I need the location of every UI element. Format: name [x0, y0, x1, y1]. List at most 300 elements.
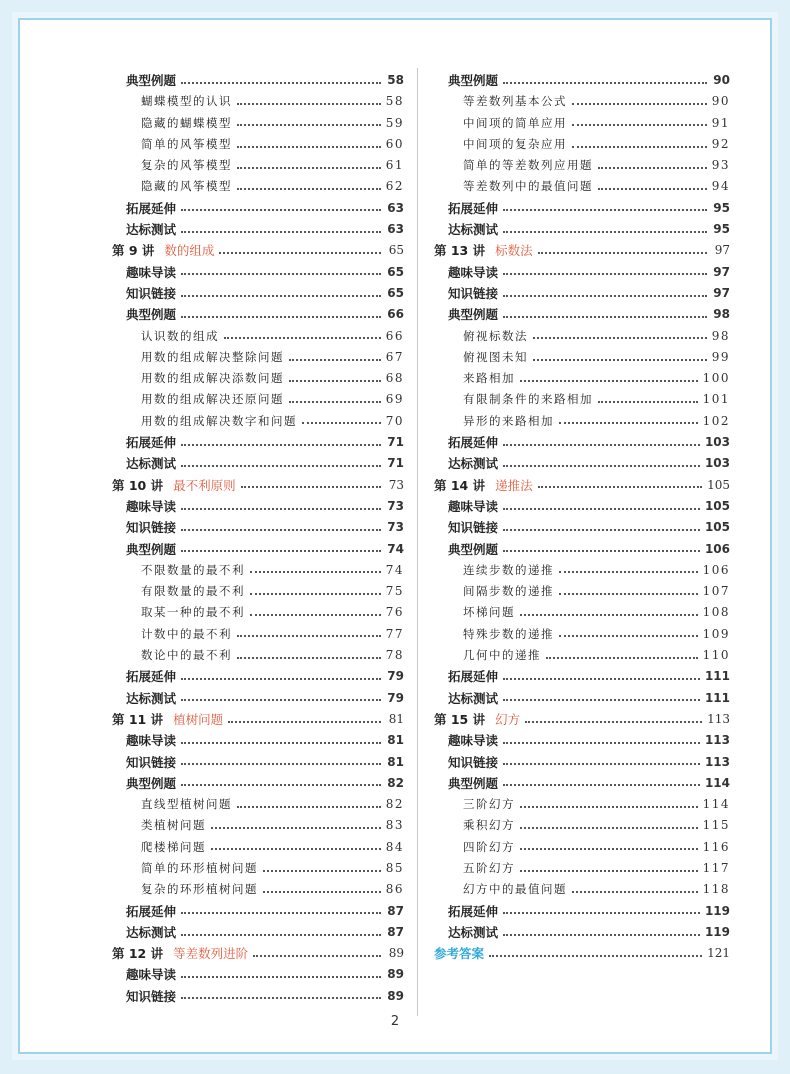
toc-page-number: 81 — [388, 711, 404, 726]
toc-section-entry[interactable] — [434, 752, 730, 773]
toc-entry-title: 达标测试 — [126, 222, 177, 238]
toc-entry-title: 知识链接 — [448, 754, 499, 770]
toc-page-number: 58 — [385, 94, 404, 109]
toc-entry-title: 中间项的复杂应用 — [463, 136, 567, 151]
toc-subsection-entry[interactable] — [112, 91, 404, 112]
toc-section-entry[interactable] — [112, 773, 404, 794]
toc-page-number: 69 — [385, 392, 404, 407]
toc-subsection-entry[interactable] — [112, 560, 404, 581]
toc-entry-title: 简单的等差数列应用题 — [463, 158, 593, 173]
toc-entry-title: 爬楼梯问题 — [141, 839, 206, 854]
dot-leader — [538, 486, 702, 488]
toc-subsection-entry[interactable] — [434, 624, 730, 645]
toc-entry-title: 不限数量的最不利 — [141, 562, 245, 577]
dot-leader — [181, 912, 381, 914]
dot-leader — [503, 231, 707, 233]
toc-section-entry[interactable] — [112, 262, 404, 283]
toc-entry-title: 典型例题 — [126, 541, 177, 557]
toc-entry-title: 典型例题 — [126, 73, 177, 88]
toc-entry-title: 趣味导读 — [126, 264, 177, 280]
toc-answers-entry[interactable] — [434, 943, 730, 964]
dot-leader — [181, 742, 381, 744]
toc-entry-title: 复杂的环形植树问题 — [141, 882, 258, 897]
dot-leader — [503, 209, 707, 211]
toc-page-number: 77 — [385, 626, 404, 641]
chapter-title: 幻方 — [495, 711, 521, 727]
dot-leader — [520, 614, 698, 616]
toc-page-number: 119 — [704, 903, 730, 918]
toc-page-number: 92 — [711, 136, 730, 151]
toc-entry-title: 连续步数的递推 — [463, 562, 554, 577]
toc-entry-title: 等差数列基本公式 — [463, 94, 567, 109]
toc-page-number: 82 — [385, 797, 404, 812]
toc-subsection-entry[interactable] — [434, 858, 730, 879]
toc-page-number: 67 — [385, 349, 404, 364]
toc-entry-title: 三阶幻方 — [463, 797, 515, 812]
dot-leader — [181, 209, 381, 211]
toc-subsection-entry[interactable] — [434, 560, 730, 581]
toc-entry-title: 第 12 讲 — [112, 946, 164, 962]
toc-subsection-entry[interactable] — [434, 368, 730, 389]
toc-section-entry[interactable] — [112, 432, 404, 453]
toc-entry-title: 典型例题 — [448, 307, 499, 323]
toc-page-number: 87 — [387, 903, 404, 918]
toc-section-entry[interactable] — [112, 922, 404, 943]
toc-entry-title: 典型例题 — [448, 775, 499, 791]
toc-page-number: 105 — [707, 477, 730, 492]
dot-leader — [503, 699, 700, 701]
dot-leader — [503, 763, 700, 765]
toc-section-entry[interactable] — [434, 773, 730, 794]
dot-leader — [181, 678, 381, 680]
toc-entry-title: 趣味导读 — [126, 733, 177, 749]
dot-leader — [181, 295, 381, 297]
dot-leader — [525, 721, 702, 723]
toc-entry-title: 知识链接 — [126, 285, 177, 301]
toc-entry-title: 俯视标数法 — [463, 328, 528, 343]
toc-page-number: 84 — [385, 839, 404, 854]
toc-page-number: 97 — [714, 243, 730, 258]
toc-page-number: 74 — [385, 562, 404, 577]
toc-chapter-entry[interactable] — [434, 709, 730, 730]
dot-leader — [181, 273, 381, 275]
toc-entry-title: 异形的来路相加 — [463, 413, 554, 428]
toc-page-number: 62 — [385, 179, 404, 194]
toc-subsection-entry[interactable] — [112, 155, 404, 176]
toc-entry-title: 第 9 讲 — [112, 243, 155, 259]
toc-entry-title: 隐藏的蝴蝶模型 — [141, 115, 232, 130]
chapter-title: 标数法 — [495, 243, 533, 259]
dot-leader — [546, 657, 698, 659]
dot-leader — [237, 806, 381, 808]
toc-section-entry[interactable] — [434, 453, 730, 474]
dot-leader — [237, 188, 381, 190]
toc-section-entry[interactable] — [112, 198, 404, 219]
toc-entry-title: 第 13 讲 — [434, 243, 486, 259]
toc-right-column — [434, 70, 730, 964]
dot-leader — [289, 401, 381, 403]
toc-subsection-entry[interactable] — [434, 134, 730, 155]
toc-subsection-entry[interactable] — [434, 389, 730, 410]
toc-section-entry[interactable] — [112, 964, 404, 985]
chapter-title: 等差数列进阶 — [173, 946, 249, 962]
dot-leader — [503, 273, 707, 275]
toc-section-entry[interactable] — [434, 262, 730, 283]
dot-leader — [181, 763, 381, 765]
toc-page-number: 66 — [387, 307, 404, 322]
dot-leader — [237, 103, 381, 105]
toc-entry-title: 达标测试 — [448, 924, 499, 940]
toc-entry-title: 用数的组成解决添数问题 — [141, 371, 284, 386]
toc-entry-title: 特殊步数的递推 — [463, 626, 554, 641]
toc-section-entry[interactable] — [112, 986, 404, 1007]
toc-subsection-entry[interactable] — [112, 815, 404, 836]
toc-page-number: 114 — [702, 797, 730, 812]
toc-entry-title: 典型例题 — [448, 73, 499, 88]
toc-entry-title: 趣味导读 — [126, 498, 177, 514]
toc-entry-title: 简单的环形植树问题 — [141, 860, 258, 875]
toc-left-column — [112, 70, 404, 1007]
chapter-title: 数的组成 — [164, 243, 215, 259]
toc-page-number: 113 — [704, 733, 730, 748]
dot-leader — [559, 571, 698, 573]
toc-entry-title: 第 10 讲 — [112, 477, 164, 493]
toc-page-number: 81 — [387, 733, 404, 748]
toc-section-entry[interactable] — [112, 539, 404, 560]
toc-section-entry[interactable] — [434, 304, 730, 325]
chapter-title: 最不利原则 — [173, 477, 236, 493]
toc-page-number: 71 — [387, 435, 404, 450]
toc-page-number: 97 — [713, 264, 730, 279]
dot-leader — [503, 550, 700, 552]
toc-entry-title: 五阶幻方 — [463, 860, 515, 875]
toc-entry-title: 取某一种的最不利 — [141, 605, 245, 620]
dot-leader — [503, 316, 707, 318]
dot-leader — [228, 721, 381, 723]
toc-page-number: 90 — [713, 73, 730, 87]
toc-subsection-entry[interactable] — [434, 113, 730, 134]
toc-subsection-entry[interactable] — [112, 837, 404, 858]
toc-page-number: 95 — [713, 222, 730, 237]
toc-subsection-entry[interactable] — [112, 858, 404, 879]
toc-section-entry[interactable] — [112, 219, 404, 240]
toc-entry-title: 知识链接 — [126, 754, 177, 770]
toc-entry-title: 拓展延伸 — [448, 903, 499, 919]
dot-leader — [181, 465, 381, 467]
dot-leader — [211, 848, 381, 850]
dot-leader — [533, 359, 707, 361]
dot-leader — [181, 82, 381, 84]
dot-leader — [181, 550, 381, 552]
dot-leader — [572, 146, 707, 148]
toc-page-number: 61 — [385, 158, 404, 173]
toc-chapter-entry[interactable] — [112, 240, 404, 261]
toc-subsection-entry[interactable] — [434, 155, 730, 176]
toc-entry-title: 复杂的风筝模型 — [141, 158, 232, 173]
toc-entry-title: 有限数量的最不利 — [141, 584, 245, 599]
dot-leader — [302, 422, 381, 424]
toc-subsection-entry[interactable] — [434, 815, 730, 836]
toc-subsection-entry[interactable] — [434, 879, 730, 900]
toc-subsection-entry[interactable] — [434, 411, 730, 432]
toc-page-number: 73 — [388, 477, 404, 492]
chapter-title: 递推法 — [495, 477, 533, 493]
toc-entry-title: 典型例题 — [126, 775, 177, 791]
toc-page — [18, 18, 772, 1054]
toc-entry-title: 用数的组成解决数字和问题 — [141, 413, 297, 428]
toc-section-entry[interactable] — [434, 666, 730, 687]
toc-page-number: 93 — [711, 158, 730, 173]
toc-subsection-entry[interactable] — [112, 326, 404, 347]
dot-leader — [559, 422, 698, 424]
toc-entry-title: 乘积幻方 — [463, 818, 515, 833]
toc-entry-title: 参考答案 — [434, 946, 485, 962]
toc-subsection-entry[interactable] — [434, 347, 730, 368]
toc-entry-title: 达标测试 — [448, 222, 499, 238]
toc-entry-title: 知识链接 — [448, 520, 499, 536]
toc-entry-title: 间隔步数的递推 — [463, 584, 554, 599]
toc-section-entry[interactable] — [434, 922, 730, 943]
dot-leader — [181, 316, 381, 318]
dot-leader — [503, 678, 700, 680]
toc-entry-title: 类植树问题 — [141, 818, 206, 833]
dot-leader — [250, 593, 381, 595]
toc-section-entry[interactable] — [434, 219, 730, 240]
toc-section-entry[interactable] — [112, 666, 404, 687]
toc-subsection-entry[interactable] — [112, 176, 404, 197]
toc-entry-title: 典型例题 — [126, 307, 177, 323]
toc-page-number: 63 — [387, 222, 404, 237]
toc-section-entry[interactable] — [434, 730, 730, 751]
toc-page-number: 114 — [704, 775, 730, 790]
toc-entry-title: 知识链接 — [448, 285, 499, 301]
toc-entry-title: 来路相加 — [463, 371, 515, 386]
toc-section-entry[interactable] — [434, 901, 730, 922]
dot-leader — [503, 508, 700, 510]
dot-leader — [559, 593, 698, 595]
toc-subsection-entry[interactable] — [112, 134, 404, 155]
toc-subsection-entry[interactable] — [434, 602, 730, 623]
dot-leader — [219, 252, 381, 254]
toc-page-number: 106 — [702, 562, 730, 577]
toc-section-entry[interactable] — [112, 752, 404, 773]
toc-page-number: 65 — [387, 264, 404, 279]
dot-leader — [503, 295, 707, 297]
dot-leader — [263, 870, 381, 872]
toc-page-number: 73 — [387, 520, 404, 535]
toc-subsection-entry[interactable] — [112, 347, 404, 368]
toc-page-number: 121 — [707, 946, 730, 961]
column-divider — [417, 68, 418, 1016]
toc-page-number: 107 — [702, 584, 730, 599]
toc-section-entry[interactable] — [112, 453, 404, 474]
chapter-title: 植树问题 — [173, 711, 224, 727]
toc-section-entry[interactable] — [112, 730, 404, 751]
toc-page-number: 87 — [387, 924, 404, 939]
dot-leader — [503, 784, 700, 786]
toc-chapter-entry[interactable] — [112, 943, 404, 964]
dot-leader — [250, 571, 381, 573]
toc-entry-title: 趣味导读 — [448, 498, 499, 514]
toc-subsection-entry[interactable] — [434, 837, 730, 858]
toc-page-number: 68 — [385, 371, 404, 386]
toc-entry-title: 趣味导读 — [448, 733, 499, 749]
toc-entry-title: 拓展延伸 — [126, 903, 177, 919]
toc-subsection-entry[interactable] — [112, 602, 404, 623]
toc-entry-title: 拓展延伸 — [126, 435, 177, 451]
dot-leader — [503, 934, 700, 936]
toc-page-number: 105 — [704, 498, 730, 513]
toc-subsection-entry[interactable] — [112, 368, 404, 389]
dot-leader — [520, 848, 698, 850]
dot-leader — [237, 167, 381, 169]
toc-entry-title: 第 11 讲 — [112, 711, 164, 727]
page-number: 2 — [390, 1014, 400, 1029]
toc-section-entry[interactable] — [112, 688, 404, 709]
dot-leader — [503, 529, 700, 531]
toc-chapter-entry[interactable] — [112, 709, 404, 730]
toc-entry-title: 隐藏的风筝模型 — [141, 179, 232, 194]
toc-page-number: 98 — [713, 307, 730, 322]
toc-page-number: 71 — [387, 456, 404, 471]
toc-entry-title: 用数的组成解决还原问题 — [141, 392, 284, 407]
dot-leader — [598, 188, 707, 190]
toc-page-number: 119 — [704, 924, 730, 939]
toc-subsection-entry[interactable] — [112, 581, 404, 602]
toc-page-number: 116 — [702, 839, 730, 854]
dot-leader — [241, 486, 381, 488]
toc-subsection-entry[interactable] — [112, 624, 404, 645]
toc-section-entry[interactable] — [112, 517, 404, 538]
toc-page-number: 110 — [702, 648, 730, 663]
toc-page-number: 60 — [385, 136, 404, 151]
toc-entry-title: 坏梯问题 — [463, 605, 515, 620]
toc-section-entry[interactable] — [112, 496, 404, 517]
toc-entry-title: 直线型植树问题 — [141, 797, 232, 812]
toc-page-number: 108 — [702, 605, 730, 620]
toc-page-number: 94 — [711, 179, 730, 194]
dot-leader — [237, 124, 381, 126]
dot-leader — [237, 635, 381, 637]
dot-leader — [503, 742, 700, 744]
toc-entry-title: 有限制条件的来路相加 — [463, 392, 593, 407]
toc-subsection-entry[interactable] — [434, 91, 730, 112]
dot-leader — [598, 401, 698, 403]
toc-entry-title: 等差数列中的最值问题 — [463, 179, 593, 194]
toc-subsection-entry[interactable] — [434, 645, 730, 666]
toc-entry-title: 达标测试 — [126, 924, 177, 940]
toc-page-number: 59 — [385, 115, 404, 130]
toc-section-entry[interactable] — [434, 539, 730, 560]
toc-page-number: 113 — [704, 754, 730, 769]
toc-section-entry[interactable] — [434, 432, 730, 453]
toc-subsection-entry[interactable] — [434, 326, 730, 347]
toc-page-number: 79 — [387, 669, 404, 684]
toc-entry-title: 几何中的递推 — [463, 648, 541, 663]
toc-entry-title: 知识链接 — [126, 520, 177, 536]
toc-entry-title: 简单的风筝模型 — [141, 136, 232, 151]
toc-subsection-entry[interactable] — [112, 389, 404, 410]
dot-leader — [211, 827, 381, 829]
dot-leader — [181, 997, 381, 999]
toc-section-entry[interactable] — [112, 304, 404, 325]
toc-section-entry[interactable] — [434, 70, 730, 91]
dot-leader — [559, 635, 698, 637]
toc-entry-title: 趣味导读 — [126, 967, 177, 983]
dot-leader — [572, 891, 698, 893]
dot-leader — [181, 231, 381, 233]
toc-chapter-entry[interactable] — [434, 240, 730, 261]
toc-page-number: 73 — [387, 498, 404, 513]
toc-subsection-entry[interactable] — [112, 645, 404, 666]
toc-page-number: 89 — [387, 988, 404, 1003]
toc-page-number: 90 — [711, 94, 730, 109]
dot-leader — [181, 508, 381, 510]
toc-page-number: 79 — [387, 690, 404, 705]
dot-leader — [520, 827, 698, 829]
dot-leader — [520, 380, 698, 382]
toc-page-number: 58 — [387, 73, 404, 87]
toc-page-number: 109 — [702, 626, 730, 641]
toc-subsection-entry[interactable] — [112, 411, 404, 432]
toc-section-entry[interactable] — [434, 517, 730, 538]
dot-leader — [572, 103, 707, 105]
toc-entry-title: 中间项的简单应用 — [463, 115, 567, 130]
dot-leader — [253, 955, 381, 957]
dot-leader — [250, 614, 381, 616]
toc-subsection-entry[interactable] — [434, 581, 730, 602]
toc-page-number: 76 — [385, 605, 404, 620]
toc-entry-title: 第 14 讲 — [434, 477, 486, 493]
toc-subsection-entry[interactable] — [434, 794, 730, 815]
toc-section-entry[interactable] — [112, 283, 404, 304]
toc-subsection-entry[interactable] — [112, 794, 404, 815]
toc-section-entry[interactable] — [112, 70, 404, 91]
toc-page-number: 70 — [385, 413, 404, 428]
dot-leader — [181, 699, 381, 701]
toc-section-entry[interactable] — [434, 198, 730, 219]
toc-entry-title: 拓展延伸 — [448, 200, 499, 216]
dot-leader — [533, 337, 707, 339]
dot-leader — [598, 167, 707, 169]
dot-leader — [263, 891, 381, 893]
toc-page-number: 65 — [388, 243, 404, 258]
toc-subsection-entry[interactable] — [434, 176, 730, 197]
dot-leader — [538, 252, 707, 254]
toc-page-number: 111 — [704, 669, 730, 684]
toc-section-entry[interactable] — [434, 283, 730, 304]
toc-page-number: 111 — [704, 690, 730, 705]
toc-page-number: 105 — [704, 520, 730, 535]
toc-chapter-entry[interactable] — [112, 475, 404, 496]
dot-leader — [181, 529, 381, 531]
toc-chapter-entry[interactable] — [434, 475, 730, 496]
toc-section-entry[interactable] — [112, 901, 404, 922]
dot-leader — [289, 380, 381, 382]
toc-entry-title: 达标测试 — [448, 690, 499, 706]
toc-section-entry[interactable] — [434, 496, 730, 517]
dot-leader — [181, 784, 381, 786]
toc-page-number: 74 — [387, 541, 404, 556]
toc-subsection-entry[interactable] — [112, 879, 404, 900]
toc-entry-title: 趣味导读 — [448, 264, 499, 280]
toc-subsection-entry[interactable] — [112, 113, 404, 134]
toc-page-number: 103 — [704, 456, 730, 471]
dot-leader — [181, 934, 381, 936]
toc-section-entry[interactable] — [434, 688, 730, 709]
toc-page-number: 65 — [387, 285, 404, 300]
toc-page-number: 97 — [713, 285, 730, 300]
